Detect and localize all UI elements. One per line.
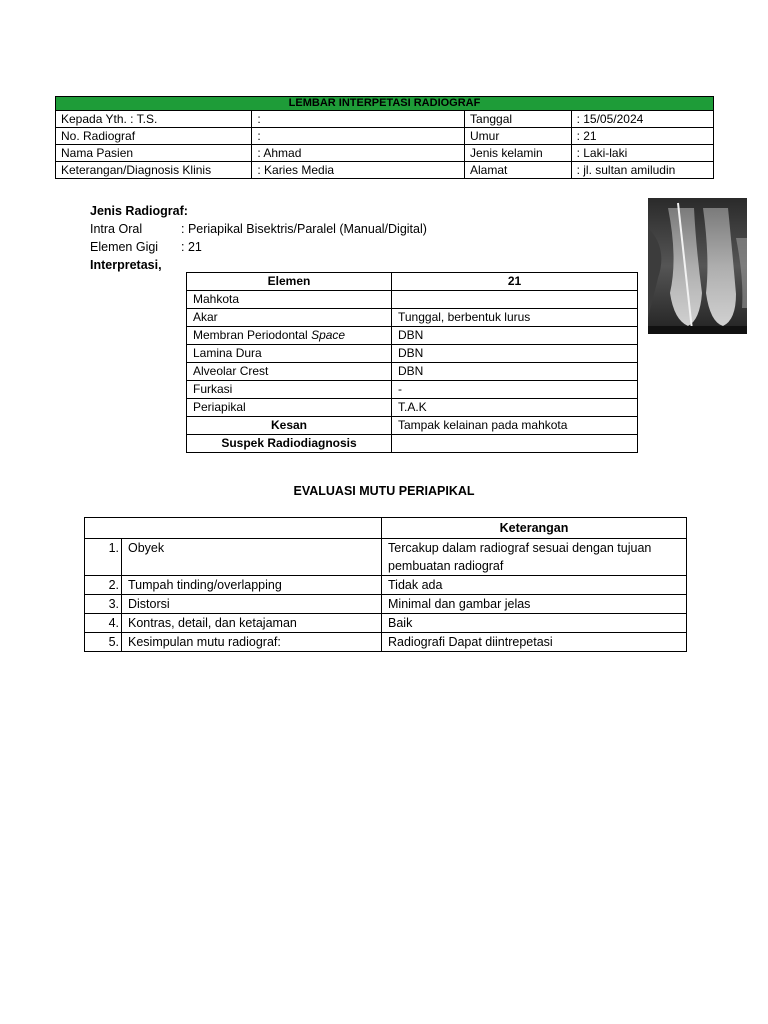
object-remark: Tercakup dalam radiograf sesuai dengan tujuan pembuatan radiograf — [382, 539, 687, 576]
distortion-item: Distorsi — [122, 595, 382, 614]
clinical-diagnosis-label: Keterangan/Diagnosis Klinis — [56, 162, 252, 179]
header-row — [56, 128, 714, 145]
crown-value — [392, 291, 638, 309]
address-label: Alamat — [465, 162, 572, 179]
header-table — [55, 96, 714, 179]
furcation-value: - — [392, 381, 638, 399]
root-value: Tunggal, berbentuk lurus — [392, 309, 638, 327]
radiograph-no-label: No. Radiograf — [56, 128, 252, 145]
tooth-element-label: Elemen Gigi — [90, 240, 159, 254]
periodontal-membrane-label — [187, 327, 392, 345]
gender-label: Jenis kelamin — [465, 145, 572, 162]
lamina-dura-value: DBN — [392, 345, 638, 363]
root-label: Akar — [187, 309, 392, 327]
row-number: 2. — [85, 576, 122, 595]
form-title: LEMBAR INTERPETASI RADIOGRAF — [56, 97, 714, 111]
intra-oral-value: : Periapikal Bisektris/Paralel (Manual/Digital) — [181, 222, 427, 236]
impression-value: Tampak kelainan pada mahkota — [392, 417, 638, 435]
header-row — [56, 162, 714, 179]
intra-oral-label: Intra Oral — [90, 222, 143, 236]
tooth-element-value: : 21 — [181, 240, 202, 254]
table-row — [187, 435, 638, 453]
periodontal-membrane-text: Membran Periodontal — [193, 328, 308, 342]
row-number: 4. — [85, 614, 122, 633]
row-number: 3. — [85, 595, 122, 614]
header-row — [56, 111, 714, 128]
table-row — [187, 345, 638, 363]
suspected-diagnosis-value — [392, 435, 638, 453]
periapical-value: T.A.K — [392, 399, 638, 417]
interpretation-heading: Interpretasi, — [90, 258, 162, 272]
conclusion-remark: Radiografi Dapat diintrepetasi — [382, 633, 687, 652]
furcation-label: Furkasi — [187, 381, 392, 399]
age-value: : 21 — [571, 128, 713, 145]
lamina-dura-label: Lamina Dura — [187, 345, 392, 363]
gender-value: : Laki-laki — [571, 145, 713, 162]
radiograph-no-value: : — [252, 128, 465, 145]
age-label: Umur — [465, 128, 572, 145]
table-row — [187, 363, 638, 381]
crown-label: Mahkota — [187, 291, 392, 309]
table-row — [85, 633, 687, 652]
patient-name-label: Nama Pasien — [56, 145, 252, 162]
empty-header-cell — [85, 518, 382, 539]
table-row — [187, 399, 638, 417]
radiograph-type-heading: Jenis Radiograf: — [90, 204, 188, 218]
distortion-remark: Minimal dan gambar jelas — [382, 595, 687, 614]
recipient-label: Kepada Yth. : T.S. — [56, 111, 252, 128]
suspected-diagnosis-label: Suspek Radiodiagnosis — [187, 435, 392, 453]
alveolar-crest-value: DBN — [392, 363, 638, 381]
evaluation-table — [84, 517, 687, 652]
table-row — [85, 576, 687, 595]
table-row — [187, 417, 638, 435]
table-row — [85, 614, 687, 633]
object-item: Obyek — [122, 539, 382, 576]
recipient-value: : — [252, 111, 465, 128]
element-column-header: Elemen — [187, 273, 392, 291]
row-number: 1. — [85, 539, 122, 576]
impression-label: Kesan — [187, 417, 392, 435]
alveolar-crest-label: Alveolar Crest — [187, 363, 392, 381]
row-number: 5. — [85, 633, 122, 652]
table-row — [85, 595, 687, 614]
periodontal-membrane-value: DBN — [392, 327, 638, 345]
overlapping-item: Tumpah tinding/overlapping — [122, 576, 382, 595]
date-label: Tanggal — [465, 111, 572, 128]
table-row — [85, 539, 687, 576]
table-row — [187, 381, 638, 399]
contrast-item: Kontras, detail, dan ketajaman — [122, 614, 382, 633]
contrast-remark: Baik — [382, 614, 687, 633]
periodontal-space-text: Space — [311, 328, 346, 342]
table-row — [187, 309, 638, 327]
header-row — [56, 145, 714, 162]
clinical-diagnosis-value: : Karies Media — [252, 162, 465, 179]
overlapping-remark: Tidak ada — [382, 576, 687, 595]
tooth-number-column-header: 21 — [392, 273, 638, 291]
date-value: : 15/05/2024 — [571, 111, 713, 128]
evaluation-title: EVALUASI MUTU PERIAPIKAL — [293, 484, 475, 498]
interpretation-table — [186, 272, 638, 453]
periapical-label: Periapikal — [187, 399, 392, 417]
dental-xray-image — [648, 198, 747, 334]
address-value: : jl. sultan amiludin — [571, 162, 713, 179]
patient-name-value: : Ahmad — [252, 145, 465, 162]
conclusion-item: Kesimpulan mutu radiograf: — [122, 633, 382, 652]
table-row — [187, 327, 638, 345]
remarks-column-header: Keterangan — [382, 518, 687, 539]
table-row — [187, 291, 638, 309]
